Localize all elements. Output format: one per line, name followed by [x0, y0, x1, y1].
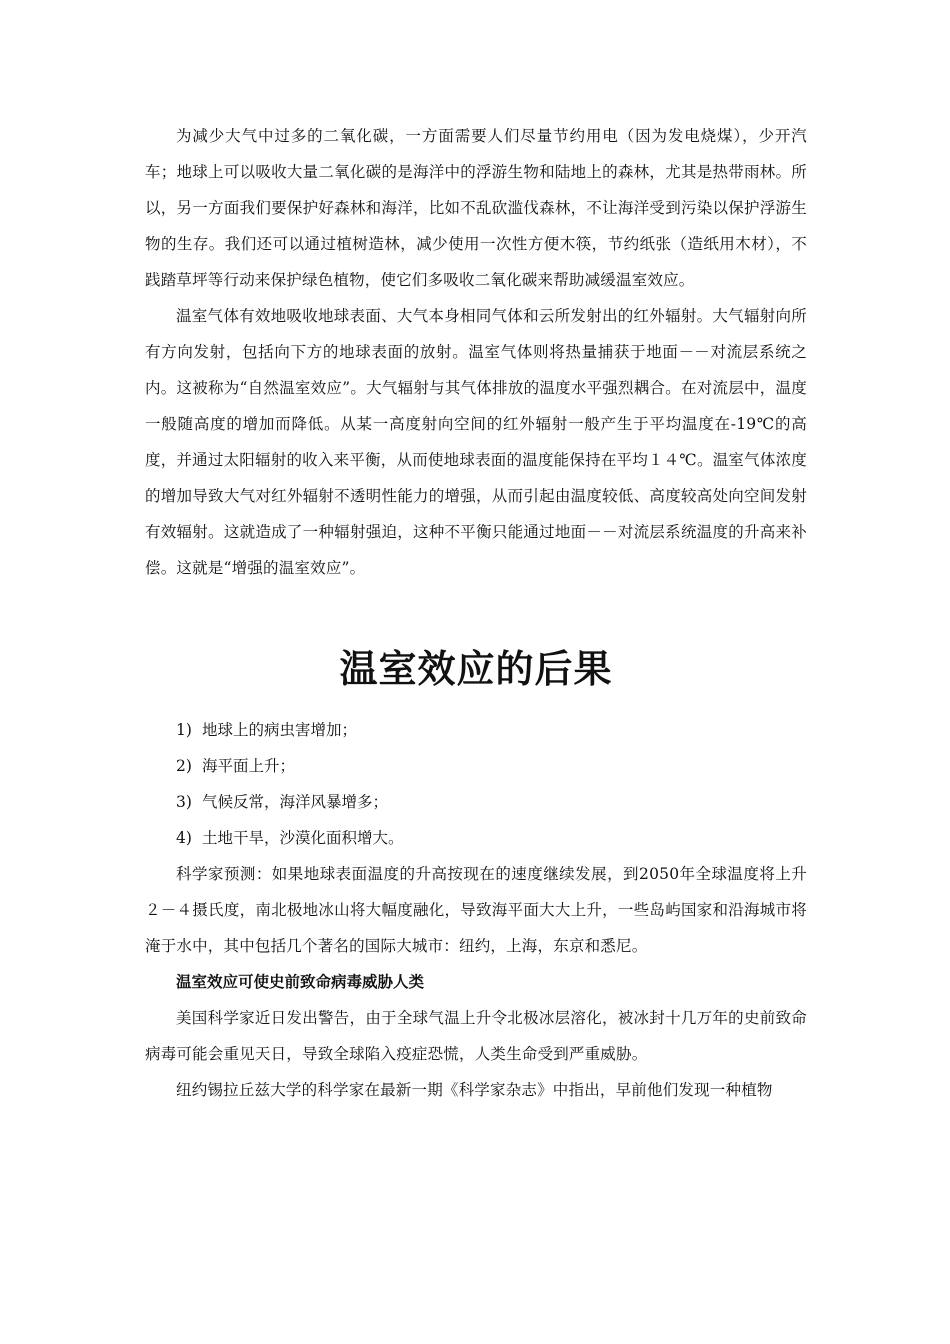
list-item-text: 地球上的病虫害增加；: [202, 721, 358, 739]
paragraph-syracuse-university: 纽约锡拉丘兹大学的科学家在最新一期《科学家杂志》中指出，早前他们发现一种植物: [176, 1081, 773, 1099]
paragraph-reduce-co2: 为减少大气中过多的二氧化碳，一方面需要人们尽量节约用电（因为发电烧煤），少开汽车；地球上可以吸收大量二氧化碳的是海洋中的浮游生物和陆地上的森林，尤其是热带雨林。所以，另一方面我们要保护好森林和海洋，比如不乱砍滥伐森林，不让海洋受到污染以保护浮游生物的生存。我们还可以通过植树造林，减少使用一次性方便木筷，节约纸张（造纸用木材），不践踏草坪等行动来保护绿色植物，使它们多吸收二氧化碳来帮助减缓温室效应。: [145, 127, 807, 289]
list-item-text: 海平面上升；: [202, 757, 296, 775]
list-item: [145, 712, 807, 748]
list-item: [145, 784, 807, 820]
list-item-number: 2): [176, 757, 192, 775]
list-item-number: 1): [176, 721, 192, 739]
document-body: [145, 118, 807, 1108]
list-item-text: 气候反常，海洋风暴增多；: [202, 793, 389, 811]
list-item-text: 土地干旱，沙漠化面积增大。: [202, 829, 404, 847]
section-title: 温室效应的后果: [339, 647, 613, 691]
paragraph-us-scientists-warning: 美国科学家近日发出警告，由于全球气温上升令北极冰层溶化，被冰封十几万年的史前致命病毒可能会重见天日，导致全球陷入疫症恐慌，人类生命受到严重威胁。: [145, 1009, 807, 1063]
paragraph-scientist-prediction: 科学家预测：如果地球表面温度的升高按现在的速度继续发展，到2050年全球温度将上升２－４摄氏度，南北极地冰山将大幅度融化，导致海平面大大上升，一些岛屿国家和沿海城市将淹于水中，其中包括几个著名的国际大城市：纽约，上海，东京和悉尼。: [145, 865, 807, 955]
list-item: [145, 820, 807, 856]
list-item-number: 3): [176, 793, 192, 811]
paragraph-greenhouse-mechanism: 温室气体有效地吸收地球表面、大气本身相同气体和云所发射出的红外辐射。大气辐射向所有方向发射，包括向下方的地球表面的放射。温室气体则将热量捕获于地面－－对流层系统之内。这被称为“自然温室效应”。大气辐射与其气体排放的温度水平强烈耦合。在对流层中，温度一般随高度的增加而降低。从某一高度射向空间的红外辐射一般产生于平均温度在-19℃的高度，并通过太阳辐射的收入来平衡，从而使地球表面的温度能保持在平均１４℃。温室气体浓度的增加导致大气对红外辐射不透明性能力的增强，从而引起由温度较低、高度较高处向空间发射有效辐射。这就造成了一种辐射强迫，这种不平衡只能通过地面－－对流层系统温度的升高来补偿。这就是“增强的温室效应”。: [145, 307, 807, 577]
consequence-list: [145, 712, 807, 856]
subheading-prehistoric-virus: 温室效应可使史前致命病毒威胁人类: [176, 973, 425, 991]
list-item-number: 4): [176, 829, 192, 847]
list-item: [145, 748, 807, 784]
